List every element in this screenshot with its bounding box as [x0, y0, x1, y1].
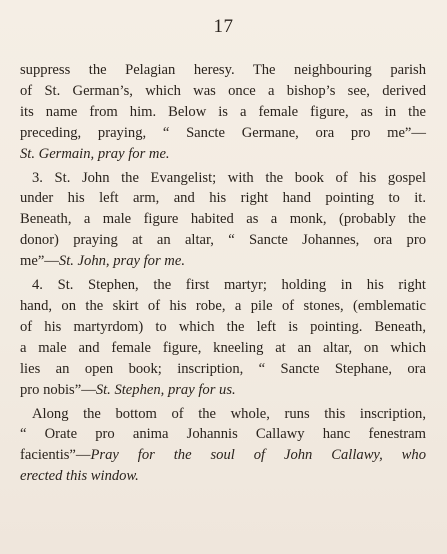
paragraph [20, 404, 426, 488]
text-line [20, 168, 426, 189]
text-run: facientis”— [20, 447, 91, 464]
paragraph [20, 275, 426, 400]
text-line [20, 188, 426, 209]
text-line [20, 380, 426, 401]
text-line [20, 338, 426, 359]
italic-text: Pray for the soul of John Callawy, who [90, 447, 426, 464]
text-run: pro nobis”— [20, 381, 96, 398]
italic-text: St. John, pray for me. [58, 253, 185, 270]
italic-text: St. Stephen, pray for us. [95, 381, 236, 398]
text-run: Along the bottom of the whole, runs this inscription, [32, 405, 426, 422]
text-run: Beneath, a male figure habited as a monk, (probably the [20, 211, 426, 228]
text-run: of his martyrdom) to which the left is pointing. Beneath, [20, 318, 426, 335]
paragraph [20, 60, 426, 165]
text-line [20, 424, 426, 445]
text-line [20, 359, 426, 380]
text-line [20, 404, 426, 425]
text-line [20, 144, 426, 165]
text-run: suppress the Pelagian heresy. The neighbouring parish [20, 62, 426, 78]
text-line [20, 296, 426, 317]
italic-text: erected this window. [20, 468, 139, 485]
text-line [20, 466, 426, 487]
text-run: 4. St. Stephen, the first martyr; holding in his right [32, 277, 426, 294]
text-line [20, 81, 426, 102]
text-line [20, 230, 426, 251]
page-number: 17 [213, 16, 234, 37]
text-run: lies an open book; inscription, “ Sancte Stephane, ora [20, 360, 426, 377]
text-run: “ Orate pro anima Johannis Callawy hanc fenestram [20, 426, 426, 443]
paragraph [20, 168, 426, 273]
text-run: 3. St. John the Evangelist; with the book of his gospel [32, 169, 426, 186]
text-line [20, 102, 426, 123]
text-run: me”— [20, 253, 59, 270]
text-run: under his left arm, and his right hand pointing to it. [20, 190, 426, 207]
text-line [20, 209, 426, 230]
text-line [20, 251, 426, 272]
text-run: hand, on the skirt of his robe, a pile of stones, (emblematic [20, 297, 426, 314]
text-line [20, 317, 426, 338]
text-run: donor) praying at an altar, “ Sancte Johannes, ora pro [20, 232, 426, 249]
text-line [20, 445, 426, 466]
text-run: preceding, praying, “ Sancte Germane, ora pro me”— [20, 124, 426, 141]
text-line [20, 60, 426, 81]
body-text [20, 60, 426, 487]
text-line [20, 123, 426, 144]
text-run: its name from him. Below is a female figure, as in the [20, 103, 426, 120]
text-line [20, 275, 426, 296]
text-run: a male and female figure, kneeling at an altar, on which [20, 339, 426, 356]
italic-text: St. Germain, pray for me. [20, 145, 170, 162]
text-run: of St. German’s, which was once a bishop’s see, derived [20, 82, 426, 99]
